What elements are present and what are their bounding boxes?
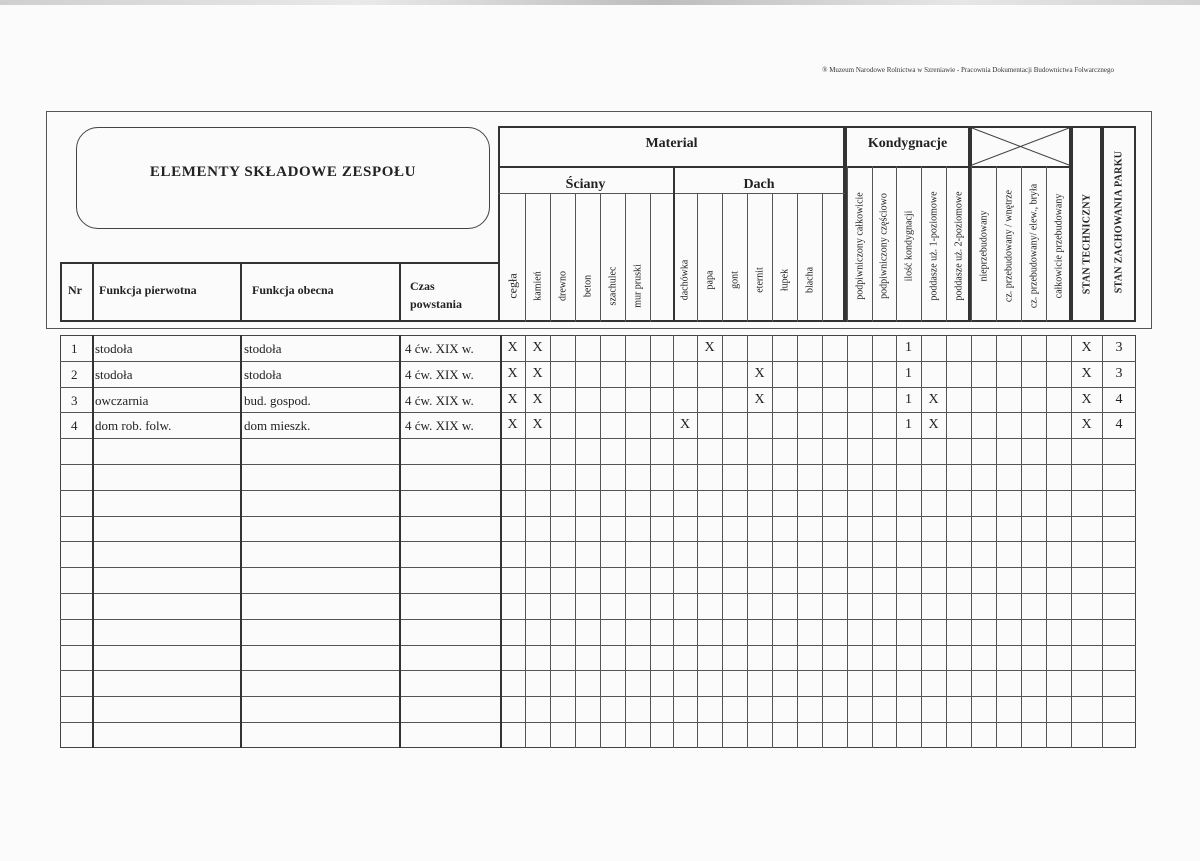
label-kond-0: podpiwniczony całkowicie: [854, 192, 865, 300]
row-mark: X: [1081, 417, 1092, 433]
row-mark: X: [1081, 391, 1092, 407]
table-row-line: [60, 490, 1136, 491]
label-stan-techniczny: STAN TECHNICZNY: [1081, 193, 1092, 295]
label-sciany-4: szachulec: [607, 266, 618, 306]
row-mark: X: [1081, 365, 1092, 381]
table-col-divider: [946, 335, 947, 748]
copyright-note: ® Muzeum Narodowe Rolnictwa w Szreniawie - Pracownia Dokumentacji Budownictwa Folwarcznego: [822, 66, 1114, 74]
row-mark: 1: [905, 417, 912, 433]
table-row-line: [60, 387, 1136, 388]
row-funkcja-obecna: dom mieszk.: [244, 418, 311, 434]
table-col-divider: [92, 335, 94, 748]
table-col-divider: [399, 335, 401, 748]
row-mark: X: [532, 340, 543, 355]
table-col-divider: [600, 335, 601, 748]
label-kond-4: poddasze uż. 2-poziomowe: [953, 191, 964, 301]
row-mark: 1: [905, 365, 912, 381]
label-sciany-2: drewno: [557, 271, 568, 301]
label-stan-parku: STAN ZACHOWANIA PARKU: [1113, 150, 1125, 294]
header-czas: Czas: [410, 279, 435, 293]
table-col-divider: [872, 335, 873, 748]
table-col-divider: [1071, 335, 1072, 748]
row-mark: X: [704, 340, 715, 355]
table-row-line: [60, 722, 1136, 723]
row-mark: 4: [1115, 391, 1123, 407]
table-col-divider: [697, 335, 698, 748]
row-funkcja-obecna: bud. gospod.: [244, 392, 311, 408]
table-col-divider: [996, 335, 997, 748]
label-przebud-3: całkowicie przebudowany: [1053, 193, 1064, 299]
table-col-divider: [1102, 335, 1103, 748]
table-col-divider: [822, 335, 823, 748]
row-mark: 1: [905, 340, 912, 355]
label-przebud-2: cz. przebudowany/ elew., bryła: [1028, 183, 1039, 309]
table-row-line: [60, 438, 1136, 439]
table-col-divider: [525, 335, 526, 748]
label-dach-2: gont: [729, 271, 740, 289]
table-row-line: [60, 361, 1136, 362]
table-col-divider: [847, 335, 848, 748]
table-row-line: [60, 464, 1136, 465]
row-czas-powstania: 4 ćw. XIX w.: [405, 341, 474, 356]
header-powstania: powstania: [410, 297, 463, 311]
label-dach-4: łupek: [779, 268, 790, 292]
table-col-divider: [673, 335, 674, 748]
table-col-divider: [1046, 335, 1047, 748]
table-row-line: [60, 645, 1136, 646]
row-czas-powstania: 4 ćw. XIX w.: [405, 392, 474, 408]
row-mark: X: [754, 365, 765, 381]
table-col-divider: [550, 335, 551, 748]
label-sciany-1: kamień: [532, 271, 543, 301]
row-nr: 3: [71, 392, 78, 408]
row-mark: X: [928, 391, 939, 407]
table-col-divider: [1021, 335, 1022, 748]
row-mark: X: [507, 340, 518, 355]
row-mark: X: [507, 417, 518, 433]
row-mark: X: [679, 417, 691, 433]
table-col-divider: [575, 335, 576, 748]
table-col-divider: [896, 335, 897, 748]
table-col-divider: [500, 335, 502, 748]
table-row-line: [60, 541, 1136, 542]
row-funkcja-obecna: stodoła: [244, 366, 282, 382]
table-col-divider: [747, 335, 748, 748]
header-funkcja-obecna: Funkcja obecna: [252, 283, 334, 297]
row-funkcja-pierwotna: stodoła: [95, 341, 133, 356]
form-title: ELEMENTY SKŁADOWE ZESPOŁU: [149, 164, 417, 180]
row-funkcja-pierwotna: stodoła: [95, 366, 133, 382]
row-mark: X: [1081, 340, 1092, 355]
header-funkcja-pierwotna: Funkcja pierwotna: [99, 283, 197, 297]
table-row-line: [60, 619, 1136, 620]
label-dach-0: dachówka: [679, 259, 691, 301]
label-dach-1: papa: [704, 270, 715, 290]
table-col-divider: [921, 335, 922, 748]
row-nr: 2: [71, 366, 78, 382]
row-funkcja-pierwotna: owczarnia: [95, 392, 149, 408]
table-row-line: [60, 670, 1136, 671]
row-mark: X: [928, 417, 939, 433]
row-mark: X: [507, 365, 518, 381]
row-mark: X: [532, 365, 543, 381]
table-col-divider: [772, 335, 773, 748]
row-mark: 4: [1115, 417, 1123, 433]
group-material: Material: [645, 136, 698, 151]
group-dach: Dach: [743, 177, 775, 192]
label-sciany-5: mur pruski: [632, 264, 643, 308]
table-row-line: [60, 593, 1136, 594]
label-sciany-3: beton: [582, 274, 593, 298]
label-kond-3: poddasze uż. 1-poziomowe: [928, 191, 939, 301]
label-kond-2: ilość kondygnacji: [903, 210, 914, 282]
header-nr: Nr: [68, 283, 82, 297]
table-row-line: [60, 696, 1136, 697]
group-kondygnacje: Kondygnacje: [867, 136, 948, 151]
label-sciany-0: cegła: [505, 273, 519, 299]
group-sciany: Ściany: [565, 177, 606, 192]
row-mark: X: [754, 391, 765, 407]
table-col-divider: [650, 335, 651, 748]
row-mark: X: [532, 391, 543, 407]
table-col-divider: [722, 335, 723, 748]
table-col-divider: [625, 335, 626, 748]
table-row-line: [60, 567, 1136, 568]
table-col-divider: [797, 335, 798, 748]
row-mark: 1: [905, 391, 912, 407]
table-col-divider: [971, 335, 972, 748]
row-czas-powstania: 4 ćw. XIX w.: [405, 418, 474, 434]
table-col-divider: [240, 335, 242, 748]
row-mark: X: [507, 391, 518, 407]
row-mark: 3: [1115, 365, 1123, 381]
row-nr: 4: [71, 418, 78, 434]
label-przebud-1: cz. przebudowany / wnętrze: [1003, 189, 1014, 303]
row-mark: X: [532, 417, 543, 433]
row-funkcja-obecna: stodoła: [244, 341, 282, 356]
label-dach-5: blacha: [804, 266, 815, 294]
table-row-line: [60, 516, 1136, 517]
row-mark: 3: [1115, 340, 1123, 355]
label-przebud-0: nieprzebudowany: [978, 210, 989, 282]
table-row-line: [60, 412, 1136, 413]
row-funkcja-pierwotna: dom rob. folw.: [95, 418, 172, 434]
row-czas-powstania: 4 ćw. XIX w.: [405, 366, 474, 382]
label-dach-3: eternit: [754, 267, 765, 293]
label-kond-1: podpiwniczony częściowo: [878, 193, 890, 299]
row-nr: 1: [71, 341, 78, 356]
